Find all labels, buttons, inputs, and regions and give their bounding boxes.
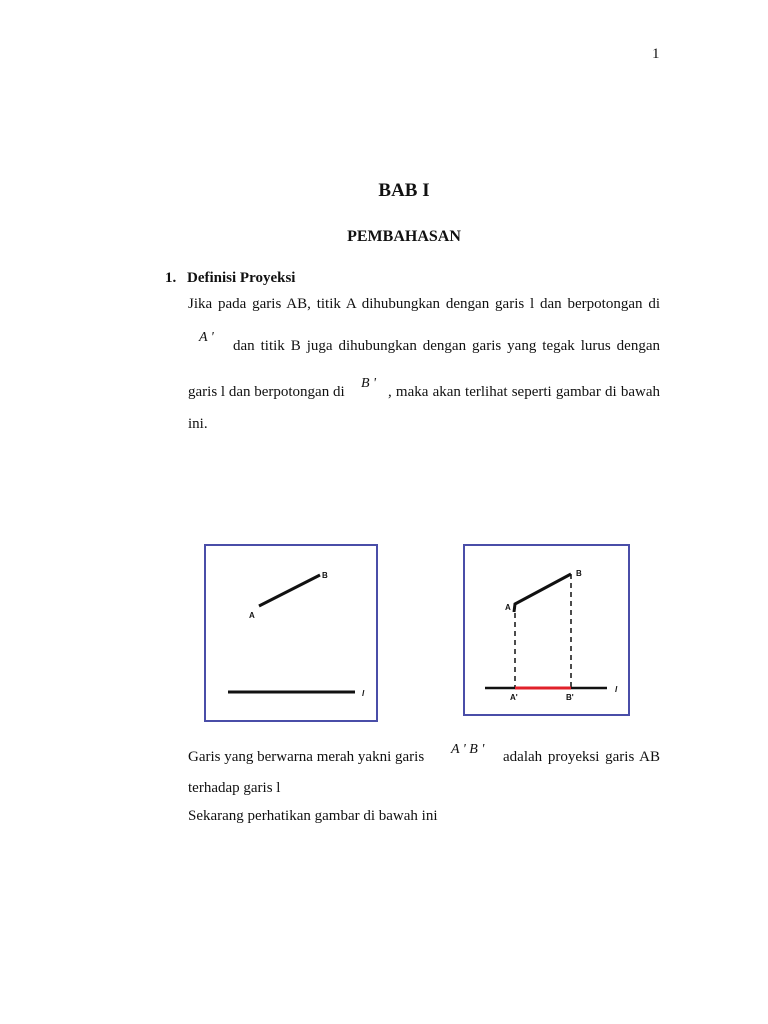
label-a-prime: A' [510, 693, 518, 702]
paragraph2-line1-start: Garis yang berwarna merah yakni garis [188, 749, 425, 765]
paragraph1-line2: dan titik B juga dihubungkan dengan garis yang tegak lurus dengan [233, 338, 660, 354]
segment-ab [259, 575, 320, 606]
label-b: B [322, 571, 328, 580]
paragraph1-line3-end: , maka akan terlihat seperti gambar di bawah [388, 384, 660, 400]
section-number: 1. [165, 270, 177, 286]
figure2-drawing [465, 546, 628, 714]
label-a: A [249, 611, 255, 620]
math-a-b-prime: A ' B ' [451, 742, 485, 757]
paragraph1-line1: Jika pada garis AB, titik A dihubungkan dengan garis l dan berpotongan di [188, 296, 660, 312]
paragraph2-line1-end: adalah proyeksi garis AB [503, 749, 660, 765]
page-number: 1 [652, 46, 660, 62]
paragraph2-line3: Sekarang perhatikan gambar di bawah ini [188, 808, 438, 824]
math-b-prime: B ' [361, 376, 377, 391]
label-a: A [505, 603, 511, 612]
paragraph2-line2: terhadap garis l [188, 780, 281, 796]
paragraph1-line3-start: garis l dan berpotongan di [188, 384, 345, 400]
figure-line-ab [204, 544, 378, 722]
figure-projection [463, 544, 630, 716]
figure1-drawing [206, 546, 376, 720]
segment-ab [514, 574, 571, 612]
chapter-subtitle: PEMBAHASAN [347, 228, 461, 245]
paragraph1-line4: ini. [188, 416, 208, 432]
math-a-prime: A ' [199, 330, 214, 345]
label-l: l [615, 685, 618, 694]
label-b: B [576, 569, 582, 578]
label-l: l [362, 689, 365, 698]
label-b-prime: B' [566, 693, 574, 702]
section-title: Definisi Proyeksi [187, 270, 296, 286]
chapter-title: BAB I [378, 180, 430, 201]
section-heading [165, 270, 295, 287]
